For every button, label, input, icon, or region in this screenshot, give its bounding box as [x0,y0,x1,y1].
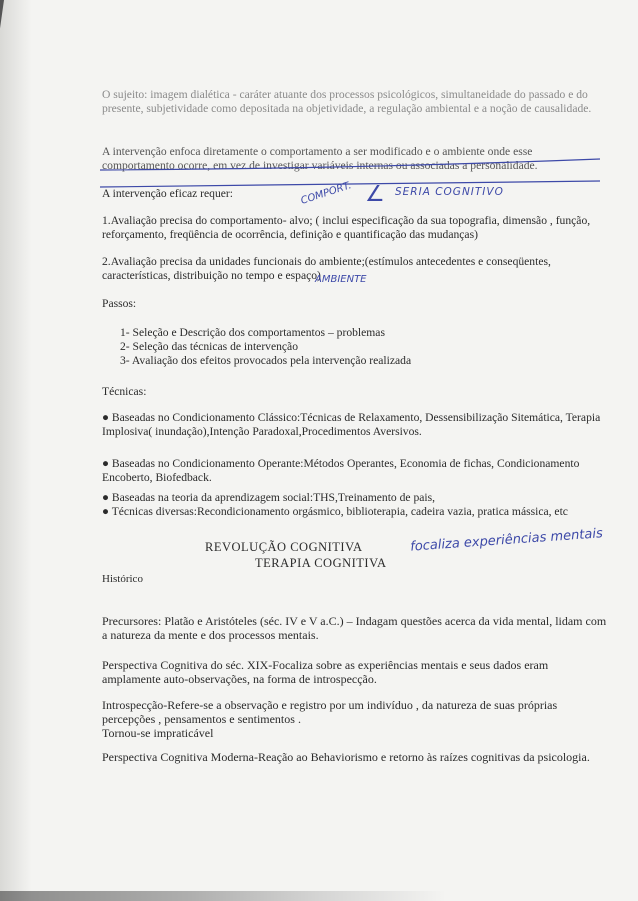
historico-label: Histórico [102,573,143,585]
historico-introspeccao: Introspecção-Refere-se a observação e registro por um indivíduo , da natureza de suas próprias percepções , pensamentos e sentimentos . [102,698,558,726]
heading-terapia-cognitiva: TERAPIA COGNITIVA [255,556,387,570]
intervencao-eficaz: A intervenção eficaz requer: [102,187,233,200]
tecnica-item: ● Baseadas na teoria da aprendizagem social:THS,Treinamento de pais, [102,491,436,504]
passo-item: 1- Seleção e Descrição dos comportamentos – problemas [120,326,385,339]
historico-precursores: Precursores: Platão e Aristóteles (séc. IV e V a.C.) – Indagam questões acerca da vida mental, lidam com a natureza da mente e dos processos mentais. [102,614,607,642]
historico-moderna: Perspectiva Cognitiva Moderna-Reação ao Behaviorismo e retorno às raízes cognitivas da psicologia. [102,750,590,764]
item-avaliacao-comportamento: 1.Avaliação precisa do comportamento- alvo; ( inclui especificação da sua topografia, dimensão , função, reforçamento, freqüência de ocorrência, definição e quantificação das mudanças) [102,214,591,241]
bracket-mark: ∠ [365,182,385,207]
note-ambiente: AMBIENTE [315,274,367,285]
historico-seculo-xix: Perspectiva Cognitiva do séc. XIX-Focaliza sobre as experiências mentais e seus dados eram amplamente auto-observações, na forma de introspecção. [102,658,549,686]
tecnica-item: ● Baseadas no Condicionamento Operante:Métodos Operantes, Economia de fichas, Condicionamento Encoberto, Biofedback. [102,457,580,484]
note-focaliza: focaliza experiências mentais [409,526,604,555]
passo-item: 3- Avaliação dos efeitos provocados pela intervenção realizada [120,354,412,367]
tecnica-item: ● Baseadas no Condicionamento Clássico:Técnicas de Relaxamento, Dessensibilização Sitemática, Terapia Implosiva( inundação),Intenção Paradoxal,Procedimentos Aversivos. [102,411,601,438]
passos-list [102,326,582,368]
historico-impraticavel: Tornou-se impraticável [102,726,214,740]
scan-bottom-smear [0,891,638,901]
tecnica-item: ● Técnicas diversas:Recondicionamento orgásmico, biblioterapia, cadeira vazia, pratica mássica, etc [102,505,568,518]
heading-revolucao-cognitiva: REVOLUÇÃO COGNITIVA [205,540,363,554]
passos-label: Passos: [102,297,137,310]
item-avaliacao-ambiente: 2.Avaliação precisa da unidades funcionais do ambiente;(estímulos antecedentes e conseqüentes, características, distribuição no tempo e espaço) [102,255,551,282]
paragraph-intervencao: A intervenção enfoca diretamente o comportamento a ser modificado e o ambiente onde esse comportamento ocorre, em vez de investigar variáveis internas ou associadas a personalidade. [102,145,538,172]
tecnicas-label: Técnicas: [102,385,147,398]
scan-shadow [0,0,32,901]
note-comport: COMPORT. [299,180,353,207]
passo-item: 2- Seleção das técnicas de intervenção [120,340,299,353]
paragraph-sujeito: O sujeito: imagem dialética - caráter atuante dos processos psicológicos, simultaneidade do passado e do presente, subjetividade como depositada na objetividade, a regulação ambiental e a noção de causalidade. [102,88,592,115]
note-seria-cognitivo: SERIA COGNITIVO [395,186,504,198]
